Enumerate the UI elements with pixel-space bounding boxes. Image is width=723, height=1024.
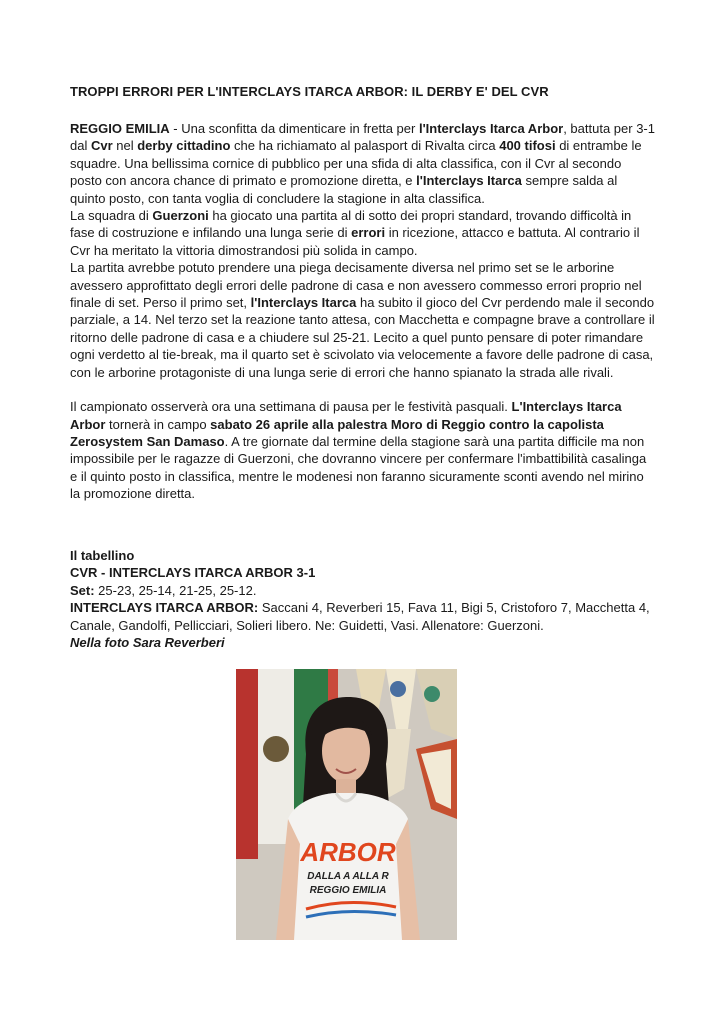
paragraph-3: La partita avrebbe potuto prendere una piega decisamente diversa nel primo set se le arborine avessero approfittato degli errori delle padrone di casa e non avessero commesso errori proprio nel finale di set. Perso il primo set, l'Interclays Itarca ha subito il gioco del Cvr perdendo male il secondo parziale, a 14. Nel terzo set la reazione tanto attesa, con Macchetta e compagne brave a controllare il ritorno delle padrone di casa e a chiudere sul 25-21. Lecito a quel punto pensare di poter rimandare ogni verdetto al tie-break, ma il quarto set è scivolato via velocemente a favore delle padrone di casa, con le arborine protagoniste di una lunga serie di errori che hanno spianato la strada alle rivali. — [70, 260, 655, 380]
paragraph-2: La squadra di Guerzoni ha giocato una partita al di sotto dei propri standard, trovando difficoltà in fase di costruzione e infilando una lunga serie di errori in ricezione, attacco e battuta. Al contrario il Cvr ha meritato la vittoria dimostrandosi più solida in campo. — [70, 208, 640, 258]
set-scores: Set: 25-23, 25-14, 21-25, 25-12. — [70, 582, 257, 598]
scoresheet — [70, 547, 656, 651]
shirt-print-line1: DALLA A ALLA R — [307, 871, 389, 882]
paragraph-1: REGGIO EMILIA - Una sconfitta da dimenticare in fretta per l'Interclays Itarca Arbor, battuta per 3-1 dal Cvr nel derby cittadino che ha richiamato al palasport di Rivalta circa 400 tifosi di entrambe le squadre. Una bellissima cornice di pubblico per una sfida di alta classifica, con il Cvr al secondo posto con ancora chance di primato e promozione diretta, e l'Interclays Itarca sempre salda al quinto posto, con tanta voglia di concludere la stagione in alta classifica. — [70, 121, 655, 206]
photo-caption: Nella foto Sara Reverberi — [70, 635, 225, 651]
dateline: REGGIO EMILIA — [70, 121, 170, 136]
match-result: CVR - INTERCLAYS ITARCA ARBOR 3-1 — [70, 565, 316, 581]
article-title: TROPPI ERRORI PER L'INTERCLAYS ITARCA ARBOR: IL DERBY E' DEL CVR — [70, 84, 549, 99]
shirt-print-main: ARBOR — [300, 837, 396, 867]
team-lineup: INTERCLAYS ITARCA ARBOR: Saccani 4, Reverberi 15, Fava 11, Bigi 5, Cristoforo 7, Macchetta 4, Canale, Gandolfi, Pellicciari, Solieri libero. Ne: Guidetti, Vasi. Allenatore: Guerzoni. — [70, 600, 650, 633]
player-photo — [236, 669, 457, 940]
article-body — [70, 120, 656, 503]
paragraph-spacer — [70, 381, 656, 398]
shirt-print-line2: REGGIO EMILIA — [309, 885, 387, 896]
paragraph-4: Il campionato osserverà ora una settimana di pausa per le festività pasquali. L'Interclays Itarca Arbor tornerà in campo sabato 26 aprile alla palestra Moro di Reggio contro la capolista Zerosystem San Damaso. A tre giornate dal termine della stagione sarà una partita difficile ma non impossibile per le ragazze di Guerzoni, che dovranno vincere per confermare l'imbattibilità casalinga e il quinto posto in classifica, mentre le modenesi non faranno sicuramente sconti avendo nel mirino la promozione diretta. — [70, 399, 647, 502]
scoresheet-heading: Il tabellino — [70, 548, 135, 563]
